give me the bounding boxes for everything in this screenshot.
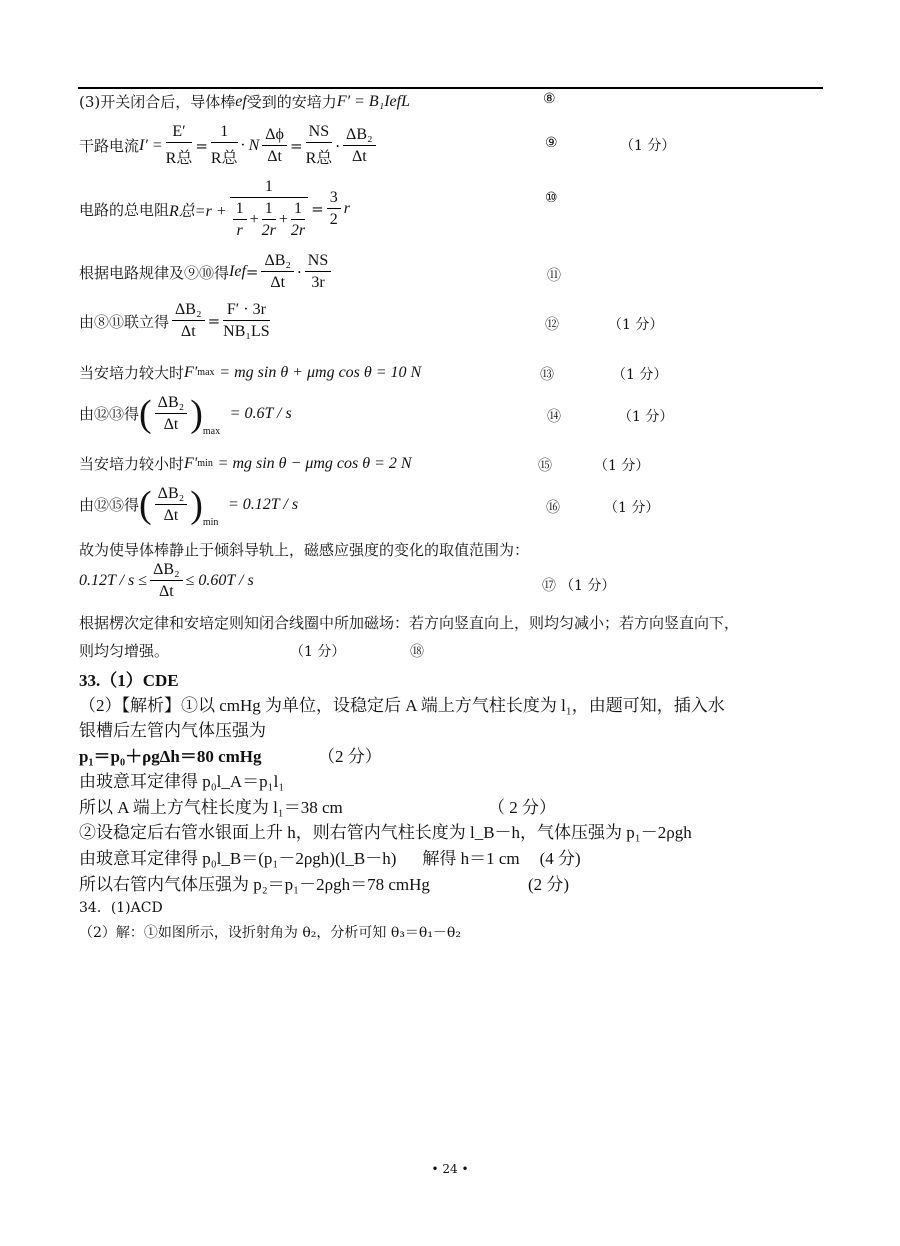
text: 则均匀增强。 [79,642,170,660]
q34-answer [79,897,163,917]
paren-close: ) [190,392,203,435]
sub: min [197,458,213,469]
line-conclusion [79,539,529,560]
numerator: Δϕ [262,126,287,146]
var: F′ [184,454,198,472]
text: 电路的总电阻 [79,200,170,219]
text: 由⑧⑪联立得 [79,312,170,331]
text: 根据电路规律及⑨⑩得 [79,263,230,282]
text: 34．(1)ACD [79,900,163,916]
eq-number: ⑯ [546,500,560,516]
op: · [335,136,341,155]
score: （1 分） [612,367,668,383]
score: （ 2 分） [488,798,556,817]
op: + [278,211,288,228]
numerator: NS [305,252,331,272]
text: 根据楞次定律和安培定则知闭合线圈中所加磁场：若方向竖直向上，则均匀减小；若方向竖直向下， [79,614,740,632]
q33-line [79,742,262,767]
line-ief [79,252,334,292]
text: 由玻意耳定律得 p₀l_A＝p₁l₁ [79,772,285,791]
sub: min [202,517,219,528]
numerator: E′ [166,123,193,143]
line-main-current [79,123,379,168]
denominator: Δt [163,506,179,524]
op: = [245,263,259,281]
q33-line [79,716,266,741]
numerator: F′ · 3r [223,301,269,321]
score: （1 分） [560,578,616,594]
denominator: Δt [158,583,174,600]
text: （2）解：①如图所示，设折射角为 θ₂，分析可知 θ₃＝θ₁－θ₂ [79,925,461,941]
line-lenz [79,612,739,633]
op: + [249,211,259,228]
denominator: 2r [290,222,306,239]
text: (3)开关闭合后，导体棒 [79,93,236,111]
text: 故为使导体棒静止于倾斜导轨上，磁感应强度的变化的取值范围为： [79,541,530,559]
formula: ≤ 0.60T / s [185,572,254,589]
score: （1 分） [594,458,650,474]
text: 银槽后左管内气体压强为 [79,721,266,740]
numerator: 1 [230,178,309,198]
score: （1 分） [620,138,676,154]
denominator: Δt [270,274,286,291]
numerator: 1 [291,200,305,220]
numerator: ΔB₂ [261,252,294,272]
op: = [311,200,324,218]
text: 解得 h＝1 cm [422,849,520,868]
score: （1 分） [604,500,660,516]
paren-open: ( [139,483,152,526]
text: 受到的安培力 [246,93,337,111]
denominator: Δt [351,147,367,165]
text: 当安培力较大时 [79,364,185,382]
sub: max [197,367,215,378]
text: 当安培力较小时 [79,455,185,473]
score: （2 分） [318,747,382,766]
paren-open: ( [139,392,152,435]
eq-number: ⑧ [543,91,556,107]
paren-close: ) [190,483,203,526]
line-total-resistance [79,178,350,240]
denominator: 3r [311,274,325,291]
denominator: 2r [261,222,276,239]
numerator: ΔB₂ [155,394,188,414]
formula: F′ = B₁I [336,92,390,110]
q33-line [79,691,725,716]
denominator: Δt [163,415,179,433]
text: 所以右管内气体压强为 p₂＝p₁－2ρgh＝78 cmHg [79,875,430,894]
denominator: R总 [165,150,193,167]
q33-answer [79,666,179,691]
score: (2 分) [528,875,570,894]
text: 由玻意耳定律得 p₀l_B＝(p₁－2ρgh)(l_B－h) [79,849,397,868]
var: F′ [184,363,198,381]
formula: R总=r + [169,202,227,220]
score: （1 分） [618,409,674,425]
formula: = mg sin θ − μmg cos θ = 2 N [217,454,412,472]
text: 33.（1）CDE [79,671,179,690]
denominator: R总 [305,150,333,167]
text: 由⑫⑬得 [79,405,140,423]
numerator: ΔB₂ [155,485,188,505]
denominator: R总 [210,150,238,167]
op: · N [240,136,260,154]
line-fmax [79,362,421,383]
line-fmin [79,453,412,474]
line-ampere-force [79,91,410,112]
denominator: r [236,222,243,239]
formula: = mg sin θ + μmg cos θ = 10 N [219,363,422,381]
eq-number: ⑬ [540,367,554,383]
var: I [229,263,235,280]
denominator: NB₁LS [223,323,270,340]
q33-line [79,818,692,843]
var: r [343,200,350,217]
formula: L [401,92,410,110]
formula: 0.12T / s ≤ [79,572,148,589]
eq-number: ⑪ [547,268,561,284]
sub: ef [389,92,402,110]
score: （1 分） [608,317,664,333]
score: （1 分） [290,644,346,660]
text: 所以 A 端上方气柱长度为 l₁＝38 cm [79,798,343,817]
line-combine [79,301,273,341]
line-rate-max [79,390,292,437]
formula: I′ = [139,136,163,154]
denominator: Δt [180,323,196,340]
op: = [207,312,221,330]
numerator: 1 [233,200,247,220]
eq-number: ⑭ [547,409,561,425]
line-lenz-2 [79,640,169,661]
op: · [297,263,302,281]
eq-number: ⑩ [545,190,558,206]
numerator: ΔB₂ [150,561,183,581]
op: = [289,136,303,155]
formula: = 0.6T / s [229,404,292,422]
line-range [79,561,254,601]
formula: = 0.12T / s [227,495,299,513]
text: （2）【解析】①以 cmHg 为单位，设稳定后 A 端上方气柱长度为 l₁，由题可知，插入水 [79,696,725,715]
eq-number: ⑰ [542,578,556,594]
q34-line [79,922,461,942]
eq-number: ⑫ [545,317,559,333]
formula: p₁＝p₀＋ρgΔh＝80 cmHg [79,747,262,766]
score: (4 分) [539,849,581,868]
q33-line [79,870,430,895]
page-number: • 24 • [431,1162,469,1176]
denominator: 2 [329,211,338,228]
q33-line [79,767,284,792]
header-rule [78,87,823,89]
denominator: Δt [267,147,282,165]
text: ②设稳定后右管水银面上升 h，则右管内气柱长度为 l_B－h，气体压强为 p₁－2ρgh [79,823,692,842]
numerator: NS [306,123,333,143]
var: ef [235,92,247,110]
numerator: 1 [262,200,276,220]
numerator: 3 [327,189,341,209]
eq-number: ⑱ [410,644,424,660]
text: 由⑫⑮得 [79,496,140,514]
numerator: ΔB₂ [172,301,205,321]
line-rate-min [79,481,298,528]
q33-line [79,793,343,818]
text: 干路电流 [79,137,140,155]
numerator: ΔB₂ [343,126,376,146]
eq-number: ⑨ [545,135,558,151]
numerator: 1 [211,123,238,143]
q33-line [79,844,581,869]
sub: max [202,426,221,437]
eq-number: ⑮ [538,458,552,474]
sub: ef [234,263,246,280]
op: = [195,136,208,155]
